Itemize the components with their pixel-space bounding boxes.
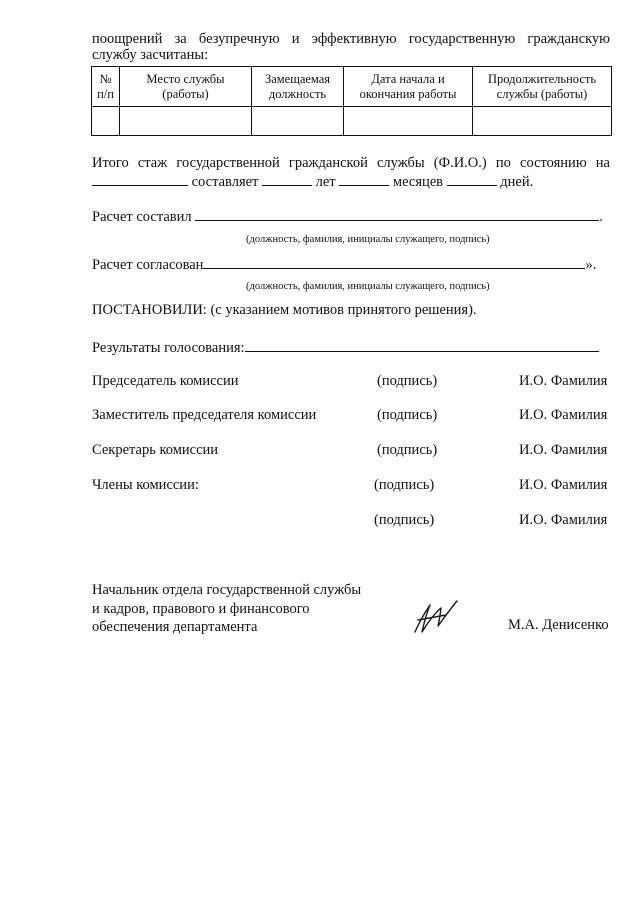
calc-agreed-caption: (должность, фамилия, инициалы служащего, подпись) <box>246 281 490 292</box>
calc-made-label: Расчет составил <box>92 209 192 225</box>
calc-made-blank[interactable] <box>195 208 599 221</box>
total-years: лет <box>315 174 336 190</box>
signer-title <box>92 581 361 637</box>
commission-signature: (подпись) <box>377 407 438 423</box>
commission-name: И.О. Фамилия <box>519 373 608 389</box>
signer-title-line: и кадров, правового и финансового <box>92 600 310 617</box>
service-table <box>91 66 612 136</box>
calc-made-row <box>92 208 603 226</box>
header-duration: Продолжительность службы (работы) <box>473 67 612 107</box>
table-cell[interactable] <box>473 107 612 136</box>
date-blank[interactable] <box>92 173 188 186</box>
total-line-1: Итого стаж государственной гражданской службы (Ф.И.О.) по состоянию на <box>92 155 610 171</box>
commission-role: Заместитель председателя комиссии <box>92 407 317 423</box>
commission-role: Члены комиссии: <box>92 477 199 493</box>
header-dates: Дата начала и окончания работы <box>344 67 473 107</box>
commission-name: И.О. Фамилия <box>519 477 608 493</box>
months-blank[interactable] <box>339 173 389 186</box>
calc-agreed-row <box>92 256 596 274</box>
table-cell[interactable] <box>120 107 252 136</box>
calc-agreed-label: Расчет согласован <box>92 257 204 273</box>
signer-name: М.А. Денисенко <box>508 617 609 633</box>
table-cell[interactable] <box>92 107 120 136</box>
total-line-2 <box>92 173 533 191</box>
table-cell[interactable] <box>344 107 473 136</box>
calc-made-end: . <box>599 209 603 225</box>
voting-row <box>92 339 599 357</box>
commission-role: Секретарь комиссии <box>92 442 219 458</box>
resolved-text: ПОСТАНОВИЛИ: (с указанием мотивов принятого решения). <box>92 302 477 318</box>
table-cell[interactable] <box>252 107 344 136</box>
years-blank[interactable] <box>262 173 312 186</box>
header-number: № п/п <box>92 67 120 107</box>
commission-signature: (подпись) <box>374 477 435 493</box>
commission-role: Председатель комиссии <box>92 373 239 389</box>
voting-blank[interactable] <box>245 339 599 352</box>
calc-agreed-blank[interactable] <box>203 256 585 269</box>
intro-line-2: службу засчитаны: <box>92 47 209 63</box>
calc-agreed-end: ». <box>585 257 597 273</box>
voting-label: Результаты голосования: <box>92 340 245 356</box>
table-header-row <box>92 67 612 107</box>
commission-signature: (подпись) <box>377 442 438 458</box>
commission-name: И.О. Фамилия <box>519 442 608 458</box>
total-days: дней. <box>500 174 534 190</box>
total-months: месяцев <box>392 174 444 190</box>
header-place: Место службы (работы) <box>120 67 252 107</box>
total-makes: составляет <box>191 174 259 190</box>
days-blank[interactable] <box>447 173 497 186</box>
handwritten-signature <box>412 596 464 638</box>
commission-signature: (подпись) <box>377 373 438 389</box>
signer-title-line: обеспечения департамента <box>92 619 258 635</box>
commission-name: И.О. Фамилия <box>519 512 608 528</box>
signer-title-line: Начальник отдела государственной службы <box>92 582 362 598</box>
calc-made-caption: (должность, фамилия, инициалы служащего, подпись) <box>246 234 490 245</box>
intro-line-1: поощрений за безупречную и эффективную государственную гражданскую <box>92 31 610 47</box>
commission-name: И.О. Фамилия <box>519 407 608 423</box>
table-row <box>92 107 612 136</box>
header-position: Замещаемая должность <box>252 67 344 107</box>
commission-signature: (подпись) <box>374 512 435 528</box>
